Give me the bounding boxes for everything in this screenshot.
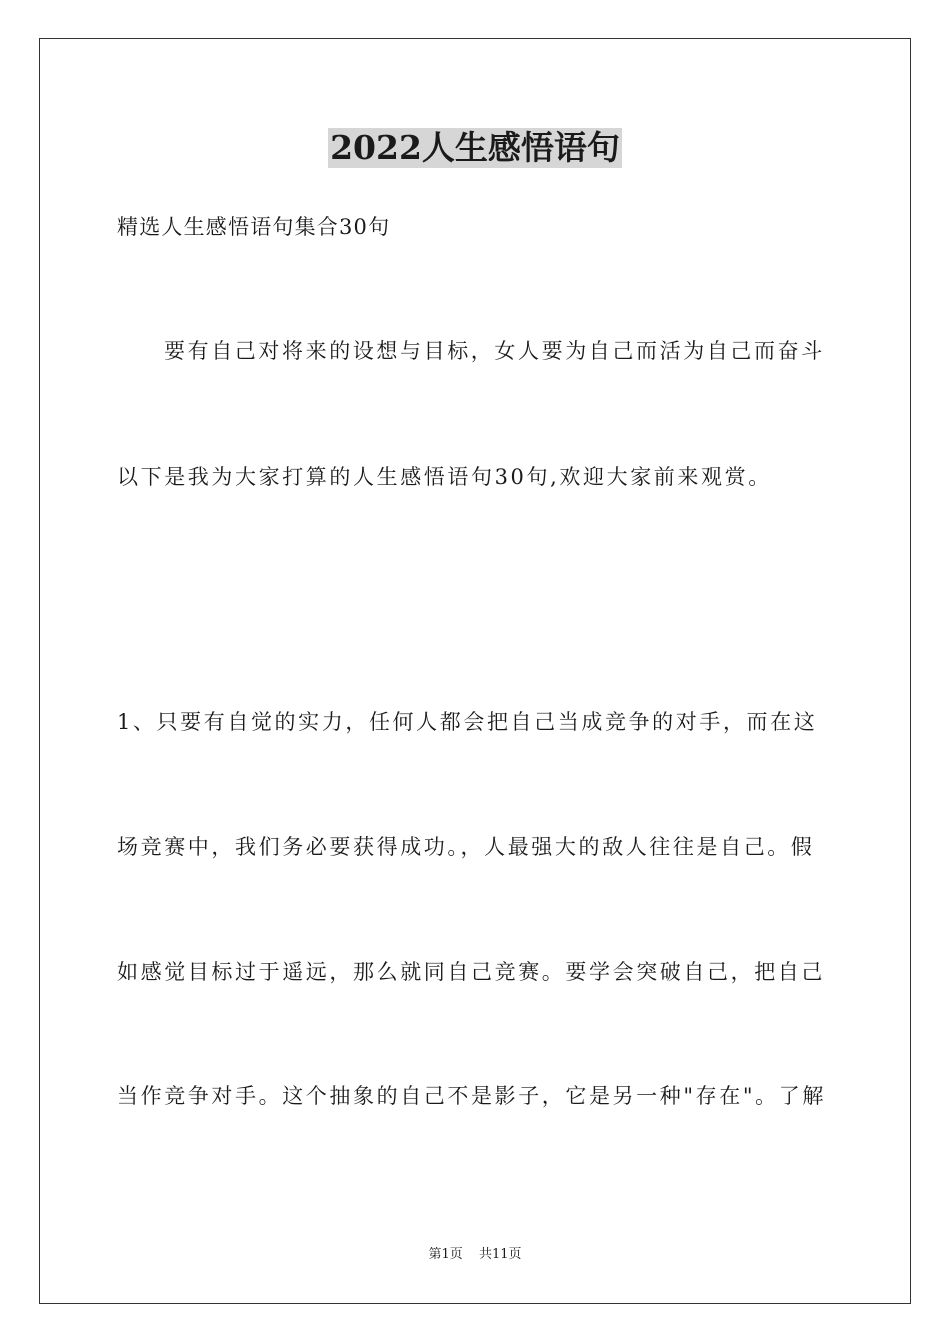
page-footer <box>0 1246 950 1264</box>
paragraph-line-2: 以下是我为大家打算的人生感悟语句30句,欢迎大家前来观赏。 <box>117 465 772 489</box>
document-title: 2022人生感悟语句 <box>330 128 620 167</box>
paragraph-line-1: 要有自己对将来的设想与目标，女人要为自己而活为自己而奋斗 <box>164 339 825 363</box>
page-total: 共11页 <box>478 1247 522 1262</box>
document-subtitle: 精选人生感悟语句集合30句 <box>117 215 391 239</box>
paragraph-line-4: 场竞赛中，我们务必要获得成功。，人最强大的敌人往往是自己。假 <box>117 835 815 859</box>
title-container <box>0 128 950 168</box>
paragraph-line-6: 当作竞争对手。这个抽象的自己不是影子，它是另一种"存在"。了解 <box>117 1084 826 1108</box>
paragraph-line-3: 1、只要有自觉的实力，任何人都会把自己当成竞争的对手，而在这 <box>117 710 818 734</box>
paragraph-line-5: 如感觉目标过于遥远，那么就同自己竞赛。要学会突破自己，把自己 <box>117 960 825 984</box>
page-number: 第1页 <box>428 1247 463 1262</box>
